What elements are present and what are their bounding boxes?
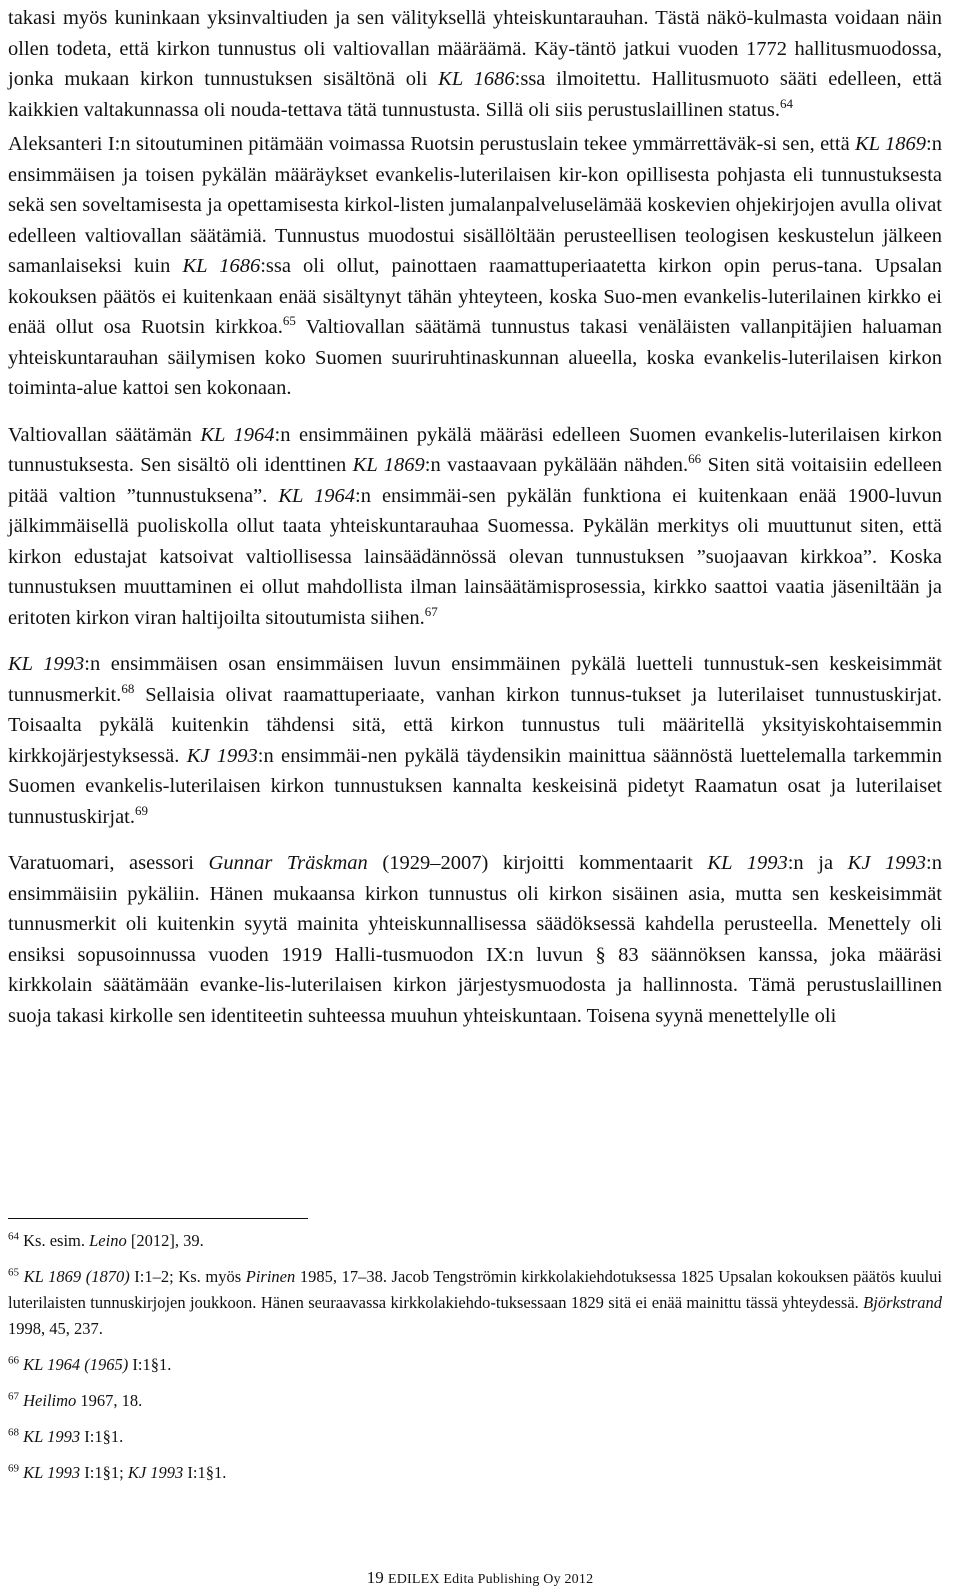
footnote-marker: 64 — [780, 95, 794, 111]
footnotes — [8, 1228, 942, 1496]
footnote-separator — [8, 1218, 308, 1219]
text-run: 1985, 17–38. Jacob Tengströmin kirkkolakiehdotuksessa 1825 Upsalan kokouksen päätös kuului luterilaisten tunnuskirjojen joukkoon. Hänen seuraavassa kirkkolakiehdo-tuksessaan 1829 sitä ei enää mainittu tässä yhteydessä. — [8, 1267, 942, 1312]
paragraph — [8, 848, 942, 1031]
text-run: :ssa oli ollut, painottaen raamattuperiaatetta kirkon opin perus-tana. Upsalan kokouksen päätös ei kuitenkaan enää sisältynyt tähän yhteyteen, koska Suo-men evankelis-luterilainen kirkko ei enää ollut osa Ruotsin kirkkoa. — [8, 255, 942, 338]
footnote — [8, 1460, 942, 1486]
text-run: Valtiovallan säätämä tunnustus takasi venäläisten vallanpitäjien haluaman yhteiskuntarauhan säilymisen koko Suomen suuriruhtinaskunnan alueella, koska evankelis-luterilaisen kirkon toiminta-alue kattoi sen kokonaan. — [8, 316, 942, 399]
italic-reference: KJ 1993 — [127, 1463, 184, 1482]
italic-reference: KJ 1993 — [186, 744, 258, 767]
italic-reference: Leino — [89, 1231, 127, 1250]
page-footer — [0, 1567, 960, 1591]
page-number: 19 — [366, 1568, 384, 1587]
footnote-marker: 68 — [8, 1426, 19, 1439]
italic-reference: Heilimo — [23, 1391, 77, 1410]
text-run: :n ensimmäisen ja toisen pykälän määräykset evankelis-luterilaisen kir-kon opillisesta pohjasta eli tunnustuksesta sekä sen soveltamisesta ja opettamisesta kirkol-listen jumalanpalveluselämää koskevien ohjekirjojen avulla olivat edelleen valtiovallan säätämiä. Tunnustus muodostui sisällöltään perusteellisen teologisen keskustelun jälkeen samanlaiseksi kuin — [8, 133, 942, 277]
text-run: Sellaisia olivat raamattuperiaate, vanhan kirkon tunnus-tukset ja luterilaiset tunnustuskirjat. Toisaalta pykälä kuitenkin tähdensi sitä, että kirkon tunnustus tuli määritellä yksityiskohtaisemmin kirkkojärjestyksessä. — [8, 683, 942, 767]
paragraph — [8, 649, 942, 832]
text-run: takasi myös kuninkaan yksinvaltiuden ja sen välityksellä yhteiskuntarauhan. Tästä näkö-kulmasta voidaan näin ollen todeta, että kirkon tunnustus oli valtiovallan määräämä. Käy-täntö jatkui vuoden 1772 hallitusmuodossa, jonka mukaan kirkon tunnustuksen sisältönä oli — [8, 7, 942, 90]
italic-reference: Pirinen — [245, 1267, 296, 1286]
text-run: :n vastaavaan pykälään nähden. — [424, 454, 689, 476]
text-run: Valtiovallan säätämän — [8, 423, 201, 446]
text-run: Siten sitä voitaisiin edelleen pitää valtion ”tunnustuksena”. — [8, 454, 942, 507]
italic-reference: KJ 1993 — [847, 852, 927, 874]
text-run: I:1§1. — [183, 1463, 227, 1482]
italic-reference: Gunnar Träskman — [208, 852, 368, 874]
text-run: :n ensimmäinen pykälä määräsi edelleen Suomen evankelis-luterilaisen kirkon tunnustuksesta. Sen sisältö oli identtinen — [8, 423, 942, 476]
italic-reference: KL 1964 — [278, 484, 356, 507]
italic-reference: KL 1686 — [182, 255, 261, 277]
footnote-marker: 65 — [8, 1266, 19, 1279]
footnote-marker: 67 — [424, 603, 438, 619]
text-run: I:1§1. — [128, 1355, 172, 1374]
footnote-marker: 69 — [134, 802, 148, 818]
text-run: :n ensimmäisen osan ensimmäisen luvun ensimmäinen pykälä luetteli tunnustuk-sen keskeisimmät tunnusmerkit. — [8, 653, 942, 706]
italic-reference: KL 1869 — [855, 133, 927, 155]
paragraph — [8, 3, 942, 125]
text-run: :n ensimmäisiin pykäliin. Hänen mukaansa kirkon tunnustus oli kirkon sisäinen asia, mutta sen keskeisimmät tunnusmerkit oli kuitenkin syytä mainita yhteiskunnallisessa säädöksessä kahdella perusteella. Menettely oli ensiksi sopusoinnussa vuoden 1919 Halli-tusmuodon IX:n luvun § 83 säännöksen kanssa, joka määräsi kirkkolain säätämään evanke-lis-luterilaisen kirkon järjestysmuodosta ja hallinnosta. Tämä perustuslaillinen suoja takasi kirkolle sen identiteetin suhteessa muuhun yhteiskuntaan. Toisena syynä menettelylle oli — [8, 852, 942, 1027]
footnote-marker: 65 — [282, 313, 296, 329]
text-run: Ks. esim. — [19, 1231, 90, 1250]
italic-reference: KL 1993 — [23, 1463, 81, 1482]
italic-reference: KL 1964 (1965) — [23, 1355, 129, 1374]
text-run: I:1§1; — [80, 1463, 128, 1482]
text-run: :n ensimmäi-nen pykälä täydensikin mainittua säännöstä luettelemalla tarkemmin Suomen evankelis-luterilaisen kirkon tunnustuksen kannalta keskeisinä pidetyt Raamatun osat ja luterilaiset tunnustuskirjat. — [8, 744, 942, 828]
text-run: (1929–2007) kirjoitti kommentaarit — [367, 852, 708, 874]
publisher-credit: EDILEX Edita Publishing Oy 2012 — [387, 1572, 594, 1587]
footnote — [8, 1424, 942, 1450]
italic-reference: KL 1993 — [707, 852, 788, 874]
italic-reference: KL 1869 (1870) — [23, 1267, 130, 1286]
text-run: :ssa ilmoitettu. Hallitusmuoto sääti edelleen, että kaikkien valtakunnassa oli nouda-tettava tätä tunnustusta. Sillä oli siis perustuslaillinen status. — [8, 68, 942, 121]
footnote-marker: 69 — [8, 1462, 19, 1475]
footnote — [8, 1352, 942, 1378]
footnote-marker: 66 — [688, 451, 702, 467]
text-run: :n ja — [787, 852, 848, 874]
text-run: I:1§1. — [80, 1427, 124, 1446]
italic-reference: KL 1686 — [438, 68, 515, 90]
text-run: Aleksanteri I:n sitoutuminen pitämään voimassa Ruotsin perustuslain tekee ymmärrettäväk-si sen, että — [8, 133, 855, 155]
footnote — [8, 1264, 942, 1342]
italic-reference: KL 1964 — [200, 423, 275, 446]
text-run: [2012], 39. — [126, 1231, 204, 1250]
italic-reference: KL 1993 — [8, 653, 85, 675]
paragraph — [8, 129, 942, 404]
body-text — [8, 3, 942, 1031]
italic-reference: Björkstrand — [863, 1293, 942, 1312]
text-run: Varatuomari, asessori — [8, 852, 209, 874]
text-run: I:1–2; Ks. myös — [129, 1267, 246, 1286]
paragraph — [8, 420, 942, 634]
footnote-marker: 64 — [8, 1230, 19, 1243]
italic-reference: KL 1993 — [23, 1427, 81, 1446]
footnote — [8, 1228, 942, 1254]
footnote-marker: 68 — [121, 680, 135, 696]
footnote-marker: 67 — [8, 1390, 19, 1403]
text-run: 1967, 18. — [76, 1391, 143, 1410]
text-run: 1998, 45, 237. — [8, 1319, 103, 1338]
footnote — [8, 1388, 942, 1414]
footnote-marker: 66 — [8, 1354, 19, 1367]
italic-reference: KL 1869 — [352, 454, 425, 476]
text-run: :n ensimmäi-sen pykälän funktiona ei kuitenkaan enää 1900-luvun jälkimmäisellä puoliskolla ollut taata yhteiskuntarauhaa Suomessa. Pykälän merkitys oli muuttunut siten, että kirkon edustajat katsoivat valtiollisessa lainsäädännössä olevan tunnustuksen ”suojaavan kirkkoa”. Koska tunnustuksen muuttaminen ei ollut mahdollista ilman lainsäätämisprosessia, kirkko saattoi vaatia jäseniltään ja eritoten kirkon viran haltijoilta sitoutumista siihen. — [8, 484, 942, 629]
